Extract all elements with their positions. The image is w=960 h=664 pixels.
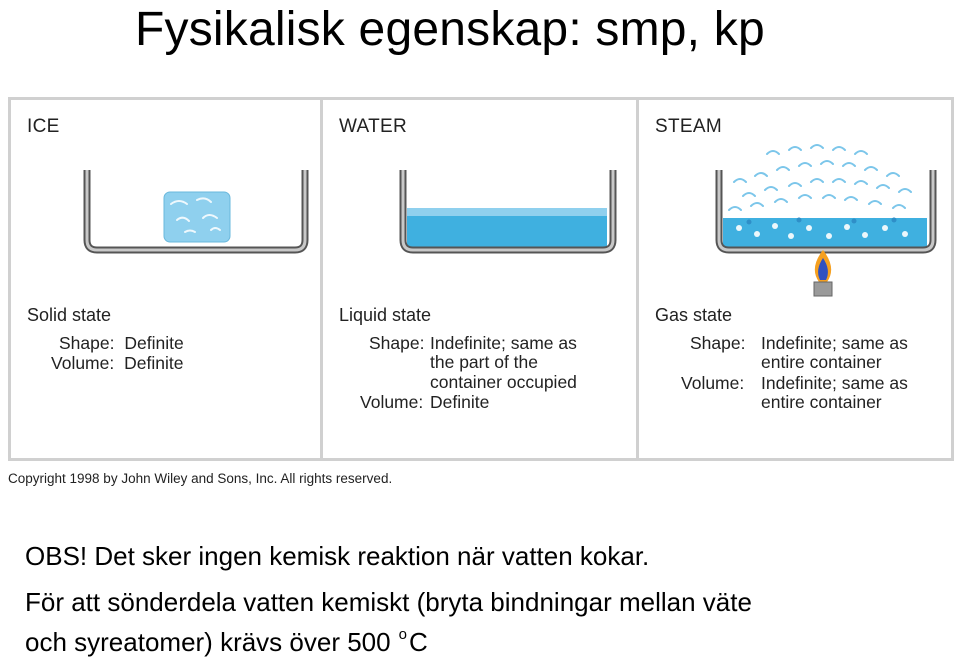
note-line-2: För att sönderdela vatten kemiskt (bryta bindningar mellan väte — [25, 587, 752, 617]
ice-shape-row — [59, 333, 184, 354]
degree-symbol: o — [398, 626, 407, 643]
water-shape-label: Shape: — [369, 333, 425, 353]
note-line-3-text: och syreatomer) krävs över 500 — [25, 627, 391, 657]
steam-shape-value-1: Indefinite; same as — [761, 333, 908, 353]
water-state-title: Liquid state — [339, 305, 432, 325]
note-line-1: OBS! Det sker ingen kemisk reaktion när vatten kokar. — [25, 541, 650, 571]
ice-shape-value: Definite — [124, 333, 184, 353]
water-shape-value-3: container occupied — [430, 372, 577, 392]
water-volume-value: Definite — [430, 392, 490, 412]
steam-state-title: Gas state — [655, 305, 733, 325]
ice-volume-label: Volume: — [51, 353, 115, 373]
water-volume-label: Volume: — [360, 392, 424, 412]
steam-volume-value-2: entire container — [761, 392, 882, 412]
water-shape-value-1: Indefinite; same as — [430, 333, 577, 353]
states-of-water-figure — [8, 97, 954, 461]
ice-volume-row — [51, 353, 183, 374]
steam-volume-label: Volume: — [681, 373, 745, 393]
steam-volume-value-1: Indefinite; same as — [761, 373, 908, 393]
ice-volume-value: Definite — [124, 353, 184, 373]
steam-panel — [639, 100, 951, 458]
steam-heading: STEAM — [655, 116, 722, 137]
steam-shape-label: Shape: — [690, 333, 746, 353]
ice-panel — [11, 100, 320, 458]
ice-state-title: Solid state — [27, 305, 112, 325]
steam-vapor — [729, 145, 911, 210]
water-panel — [323, 100, 636, 458]
copyright-notice: Copyright 1998 by John Wiley and Sons, Inc. All rights reserved. — [8, 471, 393, 486]
ice-container-illustration — [11, 100, 320, 300]
ice-shape-label: Shape: — [59, 333, 115, 353]
steam-container-illustration — [639, 100, 951, 300]
ice-cube — [164, 192, 230, 242]
water-heading: WATER — [339, 116, 407, 137]
temperature-unit: C — [408, 627, 428, 657]
water-container-illustration — [323, 100, 636, 300]
burner-flame-icon — [814, 250, 832, 296]
page-title: Fysikalisk egenskap: smp, kp — [135, 3, 765, 56]
note-line-3 — [25, 626, 428, 658]
steam-shape-value-2: entire container — [761, 352, 882, 372]
boiling-water — [723, 218, 927, 249]
water-shape-value-2: the part of the — [430, 352, 538, 372]
ice-heading: ICE — [27, 116, 60, 137]
